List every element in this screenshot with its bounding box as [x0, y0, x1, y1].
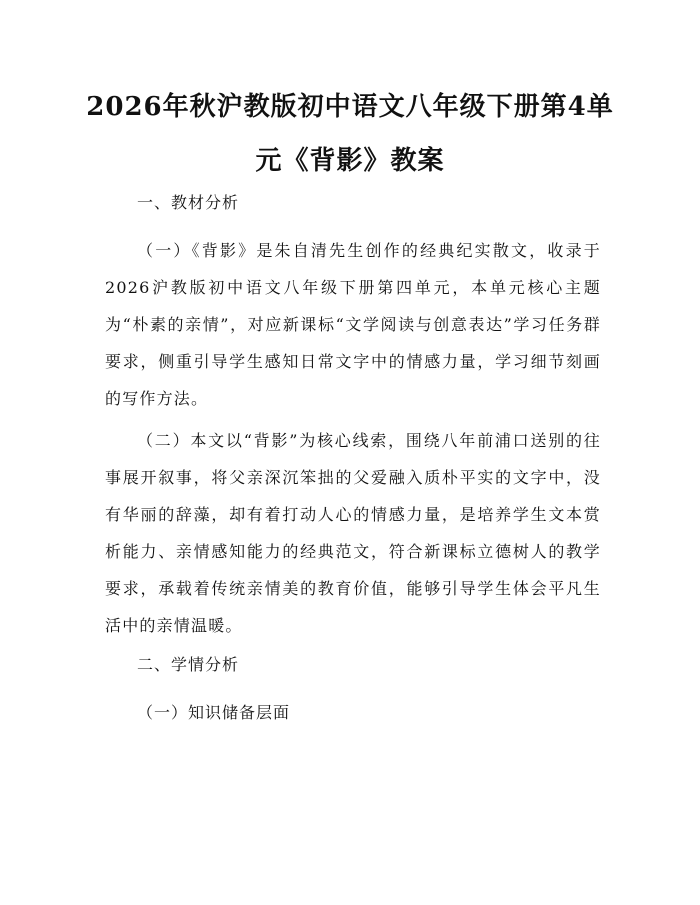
document-title-line-2: 元《背影》教案	[255, 146, 445, 176]
section-heading-student-analysis: 二、学情分析	[137, 655, 240, 674]
paragraph-textbook-analysis-1: （一）《背影》是朱自清先生创作的经典纪实散文，收录于2026沪教版初中语文八年级下册第四单元，本单元核心主题为“朴素的亲情”，对应新课标“文学阅读与创意表达”学习任务群要求，侧重引导学生感知日常文字中的情感力量，学习细节刻画的写作方法。	[105, 241, 601, 408]
section-heading-textbook-analysis: 一、教材分析	[137, 193, 240, 212]
subsection-heading-knowledge: （一）知识储备层面	[137, 703, 291, 722]
document-title-line-1: 2026年秋沪教版初中语文八年级下册第4单	[86, 92, 614, 122]
paragraph-textbook-analysis-2: （二）本文以“背影”为核心线索，围绕八年前浦口送别的往事展开叙事，将父亲深沉笨拙的父爱融入质朴平实的文字中，没有华丽的辞藻，却有着打动人心的情感力量，是培养学生文本赏析能力、亲情感知能力的经典范文，符合新课标立德树人的教学要求，承载着传统亲情美的教育价值，能够引导学生体会平凡生活中的亲情温暖。	[105, 431, 601, 635]
